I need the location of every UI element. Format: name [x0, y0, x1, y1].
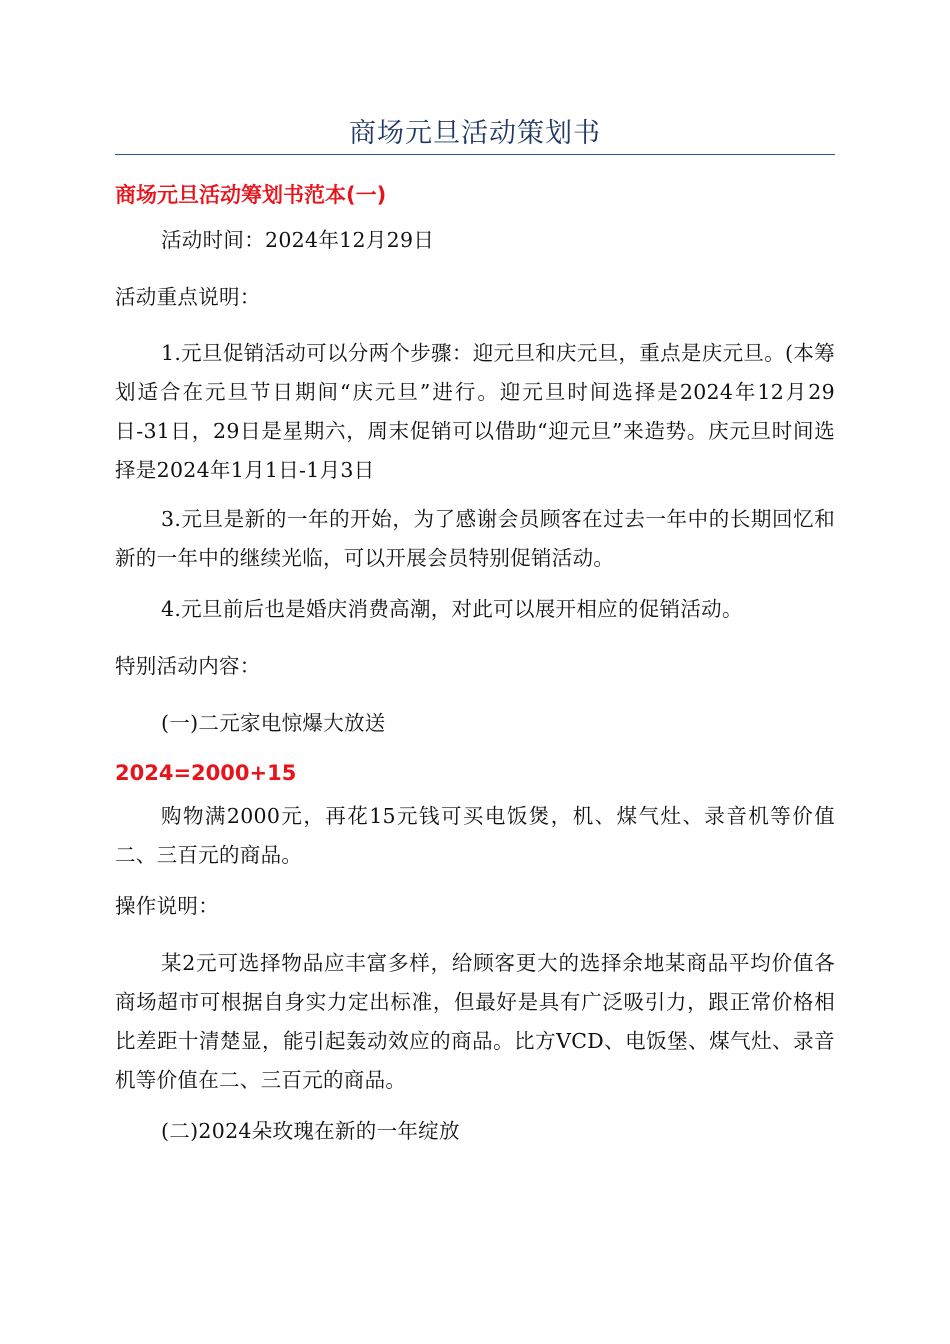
paragraph-point-4: 4.元旦前后也是婚庆消费高潮，对此可以展开相应的促销活动。	[161, 597, 743, 621]
paragraph-special-content: 特别活动内容：	[115, 654, 261, 678]
section-heading-1: 商场元旦活动筹划书范本(一)	[115, 183, 387, 207]
paragraph-item-2: (二)2024朵玫瑰在新的一年绽放	[161, 1119, 460, 1143]
paragraph-point-3: 3.元旦是新的一年的开始，为了感谢会员顾客在过去一年中的长期回忆和新的一年中的继续光临，可以开展会员特别促销活动。	[115, 507, 835, 570]
paragraph-operation-detail: 某2元可选择物品应丰富多样，给顾客更大的选择余地某商品平均价值各商场超市可根据自身实力定出标准，但最好是具有广泛吸引力，跟正常价格相比差距十清楚显，能引起轰动效应的商品。比方VCD、电饭堡、煤气灶、录音机等价值在二、三百元的商品。	[115, 951, 835, 1092]
paragraph-item-1: (一)二元家电惊爆大放送	[161, 711, 386, 735]
title-underline	[115, 154, 835, 155]
paragraph-activity-time: 活动时间：2024年12月29日	[161, 228, 435, 252]
paragraph-point-1: 1.元旦促销活动可以分两个步骤：迎元旦和庆元旦，重点是庆元旦。(本筹划适合在元旦节日期间“庆元旦”进行。迎元旦时间选择是2024年12月29日-31日，29日是星期六，周末促销可以借助“迎元旦”来造势。庆元旦时间选择是2024年1月1日-1月3日	[115, 341, 835, 482]
document-title: 商场元旦活动策划书	[349, 118, 601, 149]
section-heading-2: 2024=2000+15	[115, 761, 297, 785]
paragraph-key-notes: 活动重点说明：	[115, 285, 261, 309]
paragraph-operation-notes: 操作说明：	[115, 894, 219, 918]
paragraph-shopping-offer: 购物满2000元，再花15元钱可买电饭煲，机、煤气灶、录音机等价值二、三百元的商品。	[115, 804, 835, 867]
